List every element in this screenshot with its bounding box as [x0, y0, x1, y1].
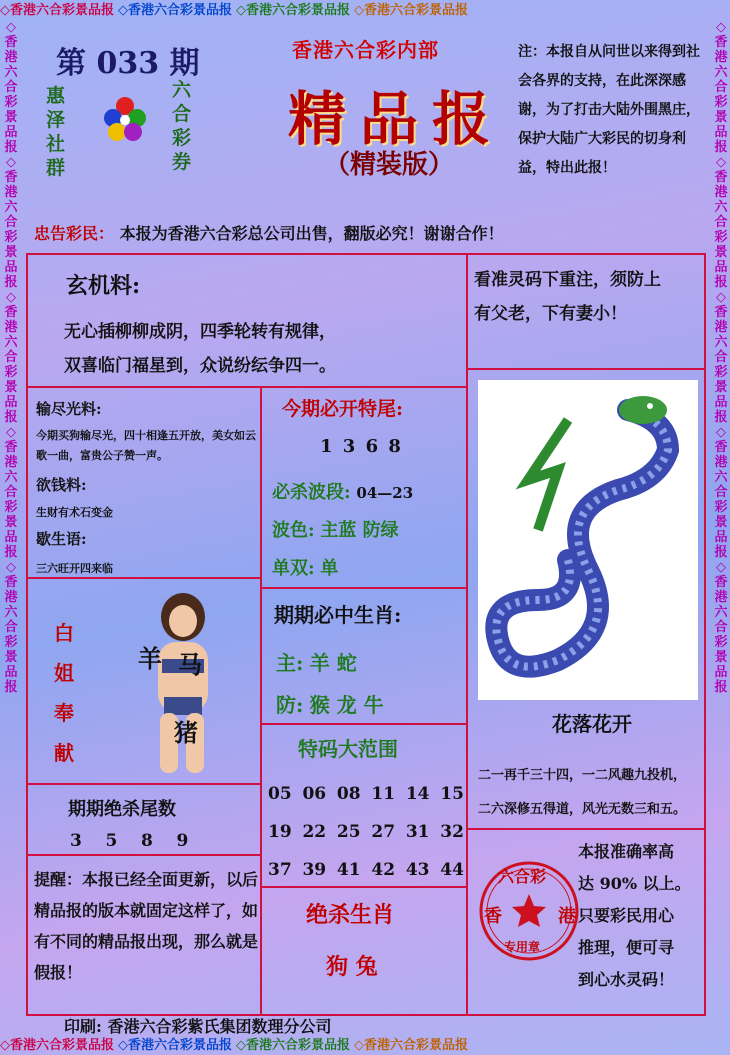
juesha-wei-box — [26, 783, 262, 856]
overlay-char: 猪 — [174, 718, 198, 747]
bose-label: 波色: — [272, 520, 315, 541]
slogan-char: 惠 — [46, 85, 66, 107]
tema-number-grid — [268, 775, 464, 889]
shengxiao-main-label: 主: — [276, 651, 304, 675]
danshuang-label: 单双: — [272, 558, 315, 579]
tema-number: 11 — [371, 784, 396, 804]
xiesheng-text: 三六旺开四来临 — [36, 562, 113, 575]
shengxiao-main-row — [276, 647, 357, 676]
tema-number: 32 — [440, 822, 464, 842]
tema-number: 15 — [440, 784, 464, 804]
masthead-edition: （精装版） — [324, 150, 455, 180]
tema-number: 43 — [405, 860, 430, 880]
dragon-illustration-image — [478, 380, 698, 700]
bosha-label: 必杀波段: — [272, 482, 351, 503]
tema-number: 31 — [405, 822, 430, 842]
slogan-char: 合 — [172, 103, 192, 125]
shujin-label: 输尽光料: — [36, 400, 102, 418]
issue-number: 第 033 期 — [56, 46, 200, 81]
bosha-value: 04—23 — [356, 484, 414, 502]
shengxiao-fang-label: 防: — [276, 693, 304, 717]
shengxiao-box — [260, 587, 468, 725]
warning-banner — [26, 220, 706, 248]
juesha-shengxiao-value: 狗 兔 — [326, 954, 378, 980]
dragon-box — [466, 368, 706, 830]
printer-label: 印刷: — [64, 1017, 102, 1036]
tema-number: 19 — [268, 822, 292, 842]
right-tip-line: 看准灵码下重注，须防上 — [474, 270, 661, 290]
slogan-right — [172, 78, 191, 174]
slogan-char: 泽 — [46, 109, 66, 131]
shengxiao-fang-row — [276, 689, 384, 718]
slogan-char: 社 — [46, 133, 66, 155]
masthead-subtitle: 香港六合彩内部 — [292, 38, 439, 62]
printer-footer — [64, 1014, 332, 1037]
slogan-char: 券 — [172, 151, 192, 173]
warning-text: 本报为香港六合彩总公司出售，翻版必究！谢谢合作！ — [119, 224, 504, 243]
left-border-strip: ◇香港六合彩景品报◇香港六合彩景品报◇香港六合彩景品报◇香港六合彩景品报◇香港六合彩景品报 — [4, 20, 18, 695]
xiesheng-label: 歇生语: — [36, 530, 87, 548]
accuracy-line: 推理，便可寻 — [578, 938, 675, 957]
danshuang-row — [272, 554, 338, 580]
tewei-box — [260, 386, 468, 589]
warning-label: 忠告彩民： — [34, 224, 115, 243]
accuracy-text — [578, 836, 691, 996]
tema-number: 41 — [336, 860, 361, 880]
tema-number: 06 — [302, 784, 327, 804]
tema-number: 39 — [302, 860, 327, 880]
shengxiao-title: 期期必中生肖: — [274, 603, 402, 627]
baijie-char: 姐 — [54, 661, 74, 685]
tixing-text: 提醒：本报已经全面更新，以后精品报的版本就固定这样了，如有不同的精品报出现，那么就是假报！ — [34, 870, 259, 982]
baijie-char: 白 — [54, 621, 74, 645]
yuqian-text: 生财有术石变金 — [36, 506, 113, 519]
top-border-strip — [0, 0, 730, 22]
bose-row — [272, 516, 399, 542]
dragon-caption: 花落花开 — [552, 712, 632, 736]
baijie-char: 奉 — [54, 701, 74, 725]
xuanji-line: 双喜临门福星到，众说纷纭争四一。 — [64, 356, 336, 376]
seal-right-text: 港 — [558, 906, 576, 927]
tema-box — [260, 723, 468, 888]
dragon-poem-line: 二六深修五得道，风光无数三和五。 — [478, 802, 687, 817]
seal-bottom-text: 专用章 — [504, 940, 541, 954]
tewei-numbers: 1 3 6 8 — [320, 436, 403, 457]
shujin-text: 今期买狗输尽光，四十相逢五开放，美女如云歌一曲，富贵公子赞一声。 — [36, 429, 256, 462]
tema-number: 44 — [440, 860, 464, 880]
accuracy-box — [466, 828, 706, 1016]
strip-segment: ◇香港六合彩景品报 — [236, 1038, 350, 1053]
lottery-logo-icon — [100, 94, 150, 144]
accuracy-line: 到心水灵码！ — [578, 970, 675, 989]
juesha-wei-title: 期期绝杀尾数 — [68, 799, 176, 820]
juesha-shengxiao-box — [260, 886, 468, 1016]
slogan-char: 六 — [172, 79, 192, 101]
xuanji-title: 玄机料: — [66, 273, 141, 299]
masthead — [26, 24, 706, 200]
tema-number: 05 — [268, 784, 292, 804]
right-tip-line: 有父老，下有妻小！ — [474, 304, 627, 324]
tema-row — [268, 851, 464, 889]
tema-number: 14 — [405, 784, 430, 804]
overlay-char: 马 — [178, 650, 202, 679]
right-border-strip: ◇香港六合彩景品报◇香港六合彩景品报◇香港六合彩景品报◇香港六合彩景品报◇香港六合彩景品报 — [714, 20, 728, 695]
danshuang-value: 单 — [320, 558, 339, 579]
seal-top-text: 六合彩 — [498, 867, 547, 886]
accuracy-line: 达 90% 以上。 — [578, 874, 691, 893]
shengxiao-fang-value: 猴 龙 牛 — [309, 693, 384, 717]
seal-left-text: 香 — [484, 906, 502, 927]
overlay-char: 羊 — [138, 644, 162, 673]
bosha-row — [272, 478, 413, 504]
xuanji-line: 无心插柳柳成阴，四季轮转有规律， — [64, 322, 336, 342]
tema-number: 25 — [336, 822, 361, 842]
tema-number: 22 — [302, 822, 327, 842]
tema-title: 特码大范围 — [298, 737, 398, 761]
baijie-char: 献 — [54, 741, 74, 765]
printer-name: 香港六合彩紫氏集团数理分公司 — [107, 1017, 332, 1036]
strip-segment: ◇香港六合彩景品报 — [354, 3, 468, 18]
strip-segment: ◇香港六合彩景品报 — [354, 1038, 468, 1053]
tema-number: 27 — [371, 822, 396, 842]
shengxiao-main-value: 羊 蛇 — [309, 651, 357, 675]
accuracy-line: 只要彩民用心 — [578, 906, 675, 925]
accuracy-line: 本报准确率高 — [578, 842, 675, 861]
slogan-char: 彩 — [172, 127, 192, 149]
tema-row — [268, 775, 464, 813]
strip-segment: ◇香港六合彩景品报 — [118, 3, 232, 18]
strip-segment: ◇香港六合彩景品报 — [236, 3, 350, 18]
tema-number: 37 — [268, 860, 292, 880]
xuanji-box — [26, 253, 468, 388]
strip-segment: ◇香港六合彩景品报 — [118, 1038, 232, 1053]
right-tip-box — [466, 253, 706, 370]
bottom-border-strip — [0, 1036, 730, 1055]
slogan-left — [46, 84, 65, 180]
publisher-note: 注：本报自从问世以来得到社会各界的支持，在此深深感谢，为了打击大陆外围黑庄，保护大陆广大彩民的切身利益，特出此报！ — [518, 44, 700, 176]
tema-number: 08 — [336, 784, 361, 804]
baijie-box — [26, 577, 262, 785]
yuqian-label: 欲钱料: — [36, 476, 87, 494]
masthead-title: 精品报 — [288, 85, 505, 153]
juesha-wei-numbers: 3 5 8 9 — [70, 831, 189, 851]
shujin-box — [26, 386, 262, 579]
bose-value: 主蓝 防绿 — [320, 520, 399, 541]
strip-segment: ◇香港六合彩景品报 — [0, 1038, 114, 1053]
slogan-char: 群 — [46, 157, 66, 179]
juesha-shengxiao-title: 绝杀生肖 — [306, 902, 395, 928]
dragon-poem-line: 二一再千三十四，一二风趣九投机， — [478, 768, 687, 783]
tema-number: 42 — [371, 860, 396, 880]
woman-photo-image — [128, 587, 238, 779]
baijie-column — [54, 613, 74, 773]
tewei-title: 今期必开特尾: — [282, 398, 404, 420]
tema-row — [268, 813, 464, 851]
strip-segment: ◇香港六合彩景品报 — [0, 3, 114, 18]
tixing-box — [26, 854, 262, 1016]
